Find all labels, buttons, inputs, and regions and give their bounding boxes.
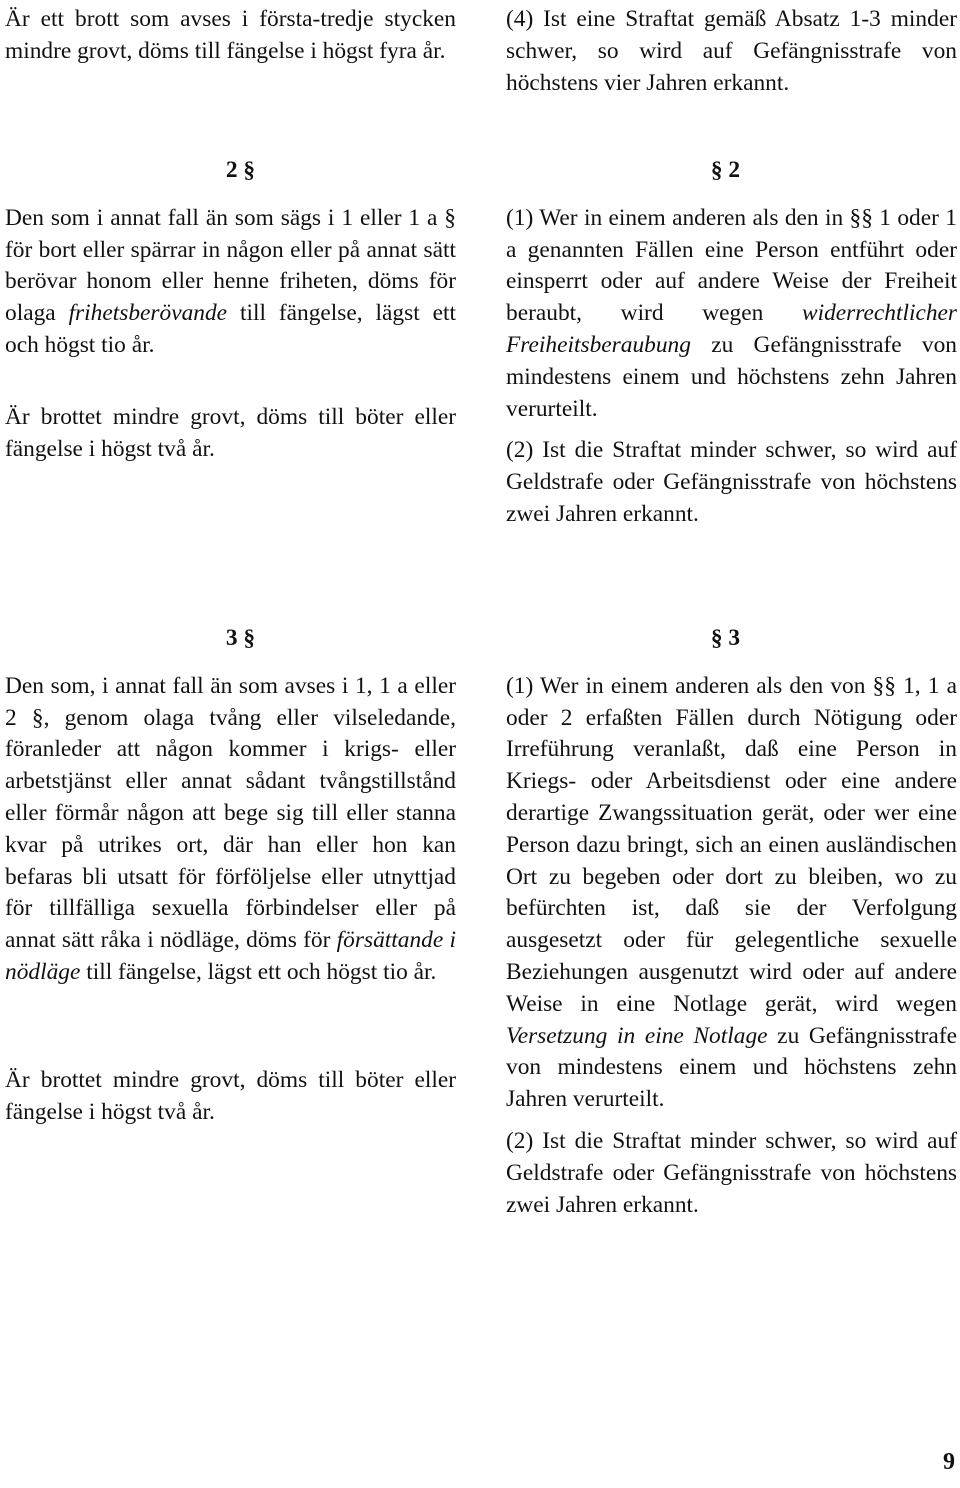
text-span: till fängelse, lägst ett och högst tio år.	[80, 958, 437, 985]
section-3-swedish	[5, 623, 456, 1128]
page-number: 9	[943, 1449, 955, 1475]
section-2-swedish-heading: 2 §	[225, 157, 256, 183]
section-3-swedish-paragraph-1	[5, 671, 456, 989]
text-span: zu Gefängnisstrafe von mindestens einem und höchstens zehn Jahren verurteilt.	[506, 1022, 957, 1113]
section-3-swedish-paragraph-2: Är brottet mindre grovt, döms till böter eller fängelse i högst två år.	[5, 1066, 456, 1125]
intro-german-text: (4) Ist eine Straftat gemäß Absatz 1-3 minder schwer, so wird auf Gefängnisstrafe von höchstens vier Jahren erkannt.	[506, 6, 957, 96]
section-3-german-paragraph-2: (2) Ist die Straftat minder schwer, so wird auf Geldstrafe oder Gefängnisstrafe von höchstens zwei Jahren erkannt.	[506, 1127, 957, 1218]
text-span: (1) Wer in einem anderen als den in §§ 1 oder 1 a genannten Fällen eine Person entführt oder einsperrt oder auf andere Weise der Freiheit beraubt, wird wegen	[506, 204, 957, 327]
text-span: till fängelse, lägst ett och högst tio år.	[5, 300, 456, 358]
text-span: Den som i annat fall än som sägs i 1 eller 1 a § för bort eller spärrar in någon eller på annat sätt berövar honom eller henne friheten, döms för olaga	[5, 204, 456, 327]
emphasis-term: widerrechtlicher Freiheitsberaubung	[506, 300, 957, 358]
intro-german	[506, 4, 957, 99]
section-2-swedish-paragraph-1	[5, 203, 456, 362]
section-2-german-heading: § 2	[710, 157, 741, 183]
text-span: Den som, i annat fall än som avses i 1, 1 a eller 2 §, genom olaga tvång eller vilseledande, föranleder att någon kommer i krigs- eller arbetstjänst eller annat sådant tvångstillstånd eller förmår någon att bege sig till eller stanna kvar på utrikes ort, där han eller hon kan befaras bli utsatt för förföljelse eller utnyttjad för tillfälliga sexuella förbindelser eller på annat sätt råka i nödläge, döms för	[5, 672, 456, 954]
emphasis-term: försättande i nödläge	[5, 927, 457, 985]
emphasis-term: Versetzung in eine Notlage	[506, 1022, 768, 1049]
section-3-german-paragraph-1	[506, 671, 957, 1116]
text-span: zu Gefängnisstrafe von mindestens einem und höchstens zehn Jahren verurteilt.	[506, 331, 957, 422]
section-3-german	[506, 623, 957, 1221]
section-3-swedish-heading: 3 §	[225, 625, 256, 651]
section-2-german	[506, 155, 957, 531]
emphasis-term: frihetsberövande	[68, 300, 228, 327]
section-2-german-paragraph-2: (2) Ist die Straftat minder schwer, so wird auf Geldstrafe oder Gefängnisstrafe von höchstens zwei Jahren erkannt.	[506, 437, 957, 527]
intro-swedish	[5, 4, 456, 68]
section-2-swedish-paragraph-2: Är brottet mindre grovt, döms till böter eller fängelse i högst två år.	[5, 403, 456, 462]
section-2-swedish	[5, 155, 456, 465]
text-span: (1) Wer in einem anderen als den von §§ 1, 1 a oder 2 erfaßten Fällen durch Nötigung oder Irreführung veranlaßt, daß eine Person in Kriegs- oder Arbeitsdienst oder eine andere derartige Zwangssituation gerät, oder wer eine Person dazu bringt, sich an einen ausländischen Ort zu begeben oder dort zu bleiben, wo zu befürchten ist, daß sie der Verfolgung ausgesetzt oder für gelegentliche sexuelle Beziehungen ausgenutzt wird oder auf andere Weise in eine Notlage gerät, wird wegen	[506, 672, 957, 1017]
section-2-german-paragraph-1	[506, 203, 957, 426]
section-3-german-heading: § 3	[710, 625, 741, 651]
intro-swedish-text: Är ett brott som avses i första-tredje stycken mindre grovt, döms till fängelse i högst fyra år.	[5, 6, 456, 64]
